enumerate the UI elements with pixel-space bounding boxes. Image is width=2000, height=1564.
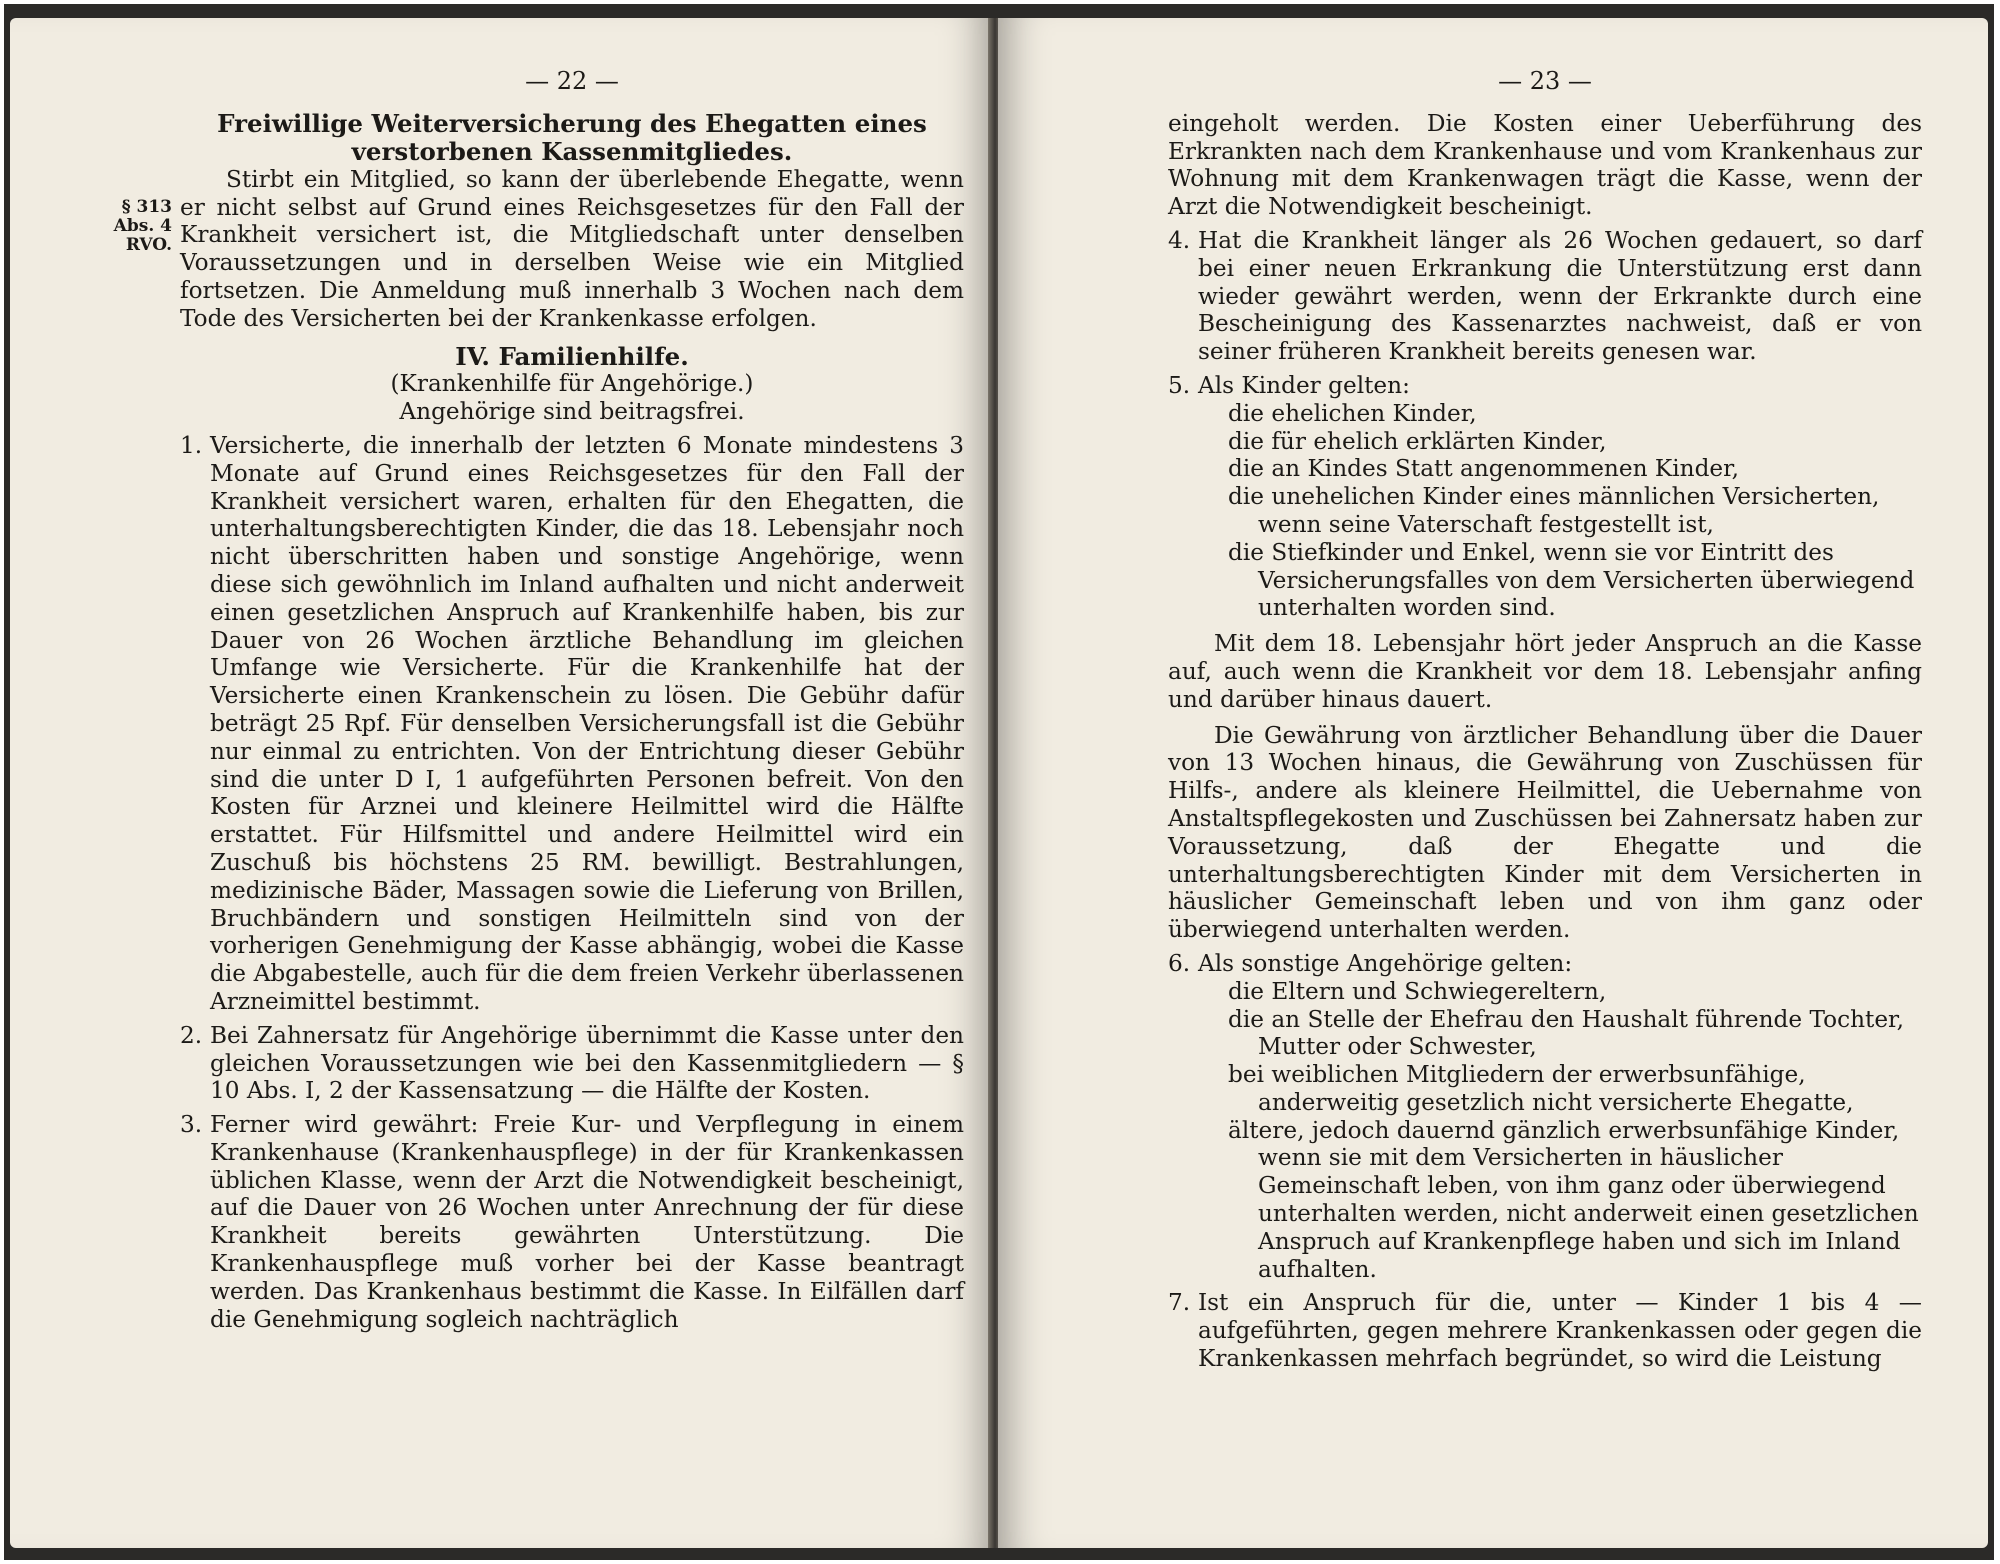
sub-list-item: die Eltern und Schwiegereltern, (1228, 977, 1607, 1005)
item-number: 3. (180, 1111, 203, 1139)
section-note: Angehörige sind beitragsfrei. (399, 398, 745, 426)
list-item (1168, 1289, 1922, 1372)
list-item (1168, 372, 1922, 400)
left-page (10, 18, 992, 1548)
sub-list-item: die für ehelich erklärten Kinder, (1228, 427, 1607, 455)
sub-list-item: die ehelichen Kinder, (1228, 399, 1477, 427)
list-item (1168, 950, 1922, 978)
list-item (180, 432, 964, 1016)
right-page-content (1168, 68, 1922, 1373)
item-number: 6. (1168, 949, 1191, 977)
sub-list-item: die Stiefkinder und Enkel, wenn sie vor Eintritt des Versicherungsfalles von dem Versicherten überwiegend unterhalten worden sind. (1228, 538, 1915, 622)
sub-list-item: bei weiblichen Mitgliedern der erwerbsunfähige, anderweitig gesetzlich nicht versicherte Ehegatte, (1228, 1061, 1854, 1116)
margin-note-line: RVO. (125, 235, 172, 255)
sub-list (1228, 978, 1922, 1284)
item-text: Ist ein Anspruch für die, unter — Kinder 1 bis 4 — aufgeführten, gegen mehrere Krankenkassen oder gegen die Krankenkassen mehrfach begründet, so wird die Leistung (1198, 1289, 1922, 1373)
sub-list-item: die unehelichen Kinder eines männlichen Versicherten, wenn seine Vaterschaft festgestellt ist, (1228, 483, 1880, 538)
item-lead: Als sonstige Angehörige gelten: (1198, 949, 1573, 977)
item-number: 7. (1168, 1289, 1191, 1317)
section-subtitle: (Krankenhilfe für Angehörige.) (390, 370, 754, 398)
right-page (998, 18, 1988, 1548)
sub-list-item: die an Stelle der Ehefrau den Haushalt führende Tochter, Mutter oder Schwester, (1228, 1005, 1904, 1061)
sub-list-item: ältere, jedoch dauernd gänzlich erwerbsunfähige Kinder, wenn sie mit dem Versicherten in häuslicher Gemeinschaft leben, von ihm ganz oder überwiegend unterhalten werden, nicht anderweit einen gesetzlichen Anspruch auf Krankenpflege haben und sich im Inland aufhalten. (1228, 1116, 1919, 1283)
margin-note (92, 198, 172, 255)
item-lead: Als Kinder gelten: (1198, 371, 1410, 399)
paragraph: Die Gewährung von ärztlicher Behandlung über die Dauer von 13 Wochen hinaus, die Gewährung von Zuschüssen für Hilfs-, andere als kleinere Heilmittel, die Uebernahme von Anstaltspflegekosten und Zuschüssen bei Zahnersatz haben zur Voraussetzung, daß der Ehegatte und die unterhaltungsberechtigten Kinder mit dem Versicherten in häuslicher Gemeinschaft leben und von ihm ganz oder überwiegend unterhalten werden. (1168, 721, 1922, 944)
book-spread (4, 4, 1994, 1560)
item-text: Ferner wird gewährt: Freie Kur- und Verpflegung in einem Krankenhause (Krankenhauspflege) in der für Krankenkassen üblichen Klasse, wenn der Arzt die Notwendigkeit bescheinigt, auf die Dauer von 26 Wochen unter Anrechnung der für diese Krankheit bereits gewährten Unterstützung. Die Krankenhauspflege muß vorher bei der Kasse beantragt werden. Das Krankenhaus bestimmt die Kasse. In Eilfällen darf die Genehmigung sogleich nachträglich (210, 1111, 964, 1333)
section-heading: Freiwillige Weiterversicherung des Ehegatten eines verstorbenen Kassenmitgliedes. (217, 108, 927, 166)
intro-paragraph: Stirbt ein Mitglied, so kann der überlebende Ehegatte, wenn er nicht selbst auf Grund eines Reichsgesetzes für den Fall der Krankheit versichert ist, die Mitgliedschaft unter denselben Voraussetzungen und in derselben Weise wie ein Mitglied fortsetzen. Die Anmeldung muß innerhalb 3 Wochen nach dem Tode des Versicherten bei der Krankenkasse erfolgen. (180, 165, 964, 332)
item-text: Hat die Krankheit länger als 26 Wochen gedauert, so darf bei einer neuen Erkrankung die Unterstützung erst dann wieder gewährt werden, wenn der Erkrankte durch eine Bescheinigung des Kassenarztes nachweist, daß er von seiner früheren Krankheit bereits genesen war. (1198, 226, 1922, 366)
page-number: — 23 — (1498, 67, 1592, 95)
list-item (1168, 227, 1922, 366)
list-item (180, 1022, 964, 1105)
list-item (180, 1111, 964, 1333)
margin-note-line: Abs. 4 (113, 216, 172, 236)
sub-list (1228, 400, 1922, 622)
item-number: 2. (180, 1021, 203, 1049)
item-number: 4. (1168, 226, 1191, 254)
item-text: Bei Zahnersatz für Angehörige übernimmt die Kasse unter den gleichen Voraussetzungen wie bei den Kassenmitgliedern — § 10 Abs. I, 2 der Kassensatzung — die Hälfte der Kosten. (210, 1021, 964, 1105)
continuation-paragraph: eingeholt werden. Die Kosten einer Ueberführung des Erkrankten nach dem Krankenhause und vom Krankenhaus zur Wohnung mit dem Krankenwagen trägt die Kasse, wenn der Arzt die Notwendigkeit bescheinigt. (1168, 109, 1922, 221)
item-text: Versicherte, die innerhalb der letzten 6 Monate mindestens 3 Monate auf Grund eines Reichsgesetzes für den Fall der Krankheit versichert waren, erhalten für den Ehegatten, die unterhaltungsberechtigten Kinder, die das 18. Lebensjahr noch nicht überschritten haben und sonstige Angehörige, wenn diese sich gewöhnlich im Inland aufhalten und nicht anderweit einen gesetzlichen Anspruch auf Krankenhilfe haben, bis zur Dauer von 26 Wochen ärztliche Behandlung im gleichen Umfange wie Versicherte. Für die Krankenhilfe hat der Versicherte einen Krankenschein zu lösen. Die Gebühr dafür beträgt 25 Rpf. Für denselben Versicherungsfall ist die Gebühr nur einmal zu entrichten. Von der Entrichtung dieser Gebühr sind die unter D I, 1 aufgeführten Personen befreit. Von den Kosten für Arznei und kleinere Heilmittel wird die Hälfte erstattet. Für Hilfsmittel und andere Heilmittel wird ein Zuschuß bis höchstens 25 RM. bewilligt. Bestrahlungen, medizinische Bäder, Massagen sowie die Lieferung von Brillen, Bruchbändern und sonstigen Heilmitteln sind von der vorherigen Genehmigung der Kasse abhängig, wobei die Kasse die Abgabestelle, auch für die dem freien Verkehr überlassenen Arzneimittel bestimmt. (210, 431, 964, 1015)
left-page-content (180, 68, 964, 1333)
section-title-text: IV. Familienhilfe. (455, 341, 689, 371)
margin-note-line: § 313 (121, 197, 172, 217)
section-title (180, 343, 964, 371)
sub-list-item: die an Kindes Statt angenommenen Kinder, (1228, 455, 1740, 483)
item-number: 1. (180, 431, 203, 459)
item-number: 5. (1168, 371, 1191, 399)
paragraph: Mit dem 18. Lebensjahr hört jeder Anspruch an die Kasse auf, auch wenn die Krankheit vor dem 18. Lebensjahr anfing und darüber hinaus dauert. (1168, 630, 1922, 713)
page-number: — 22 — (525, 67, 619, 95)
